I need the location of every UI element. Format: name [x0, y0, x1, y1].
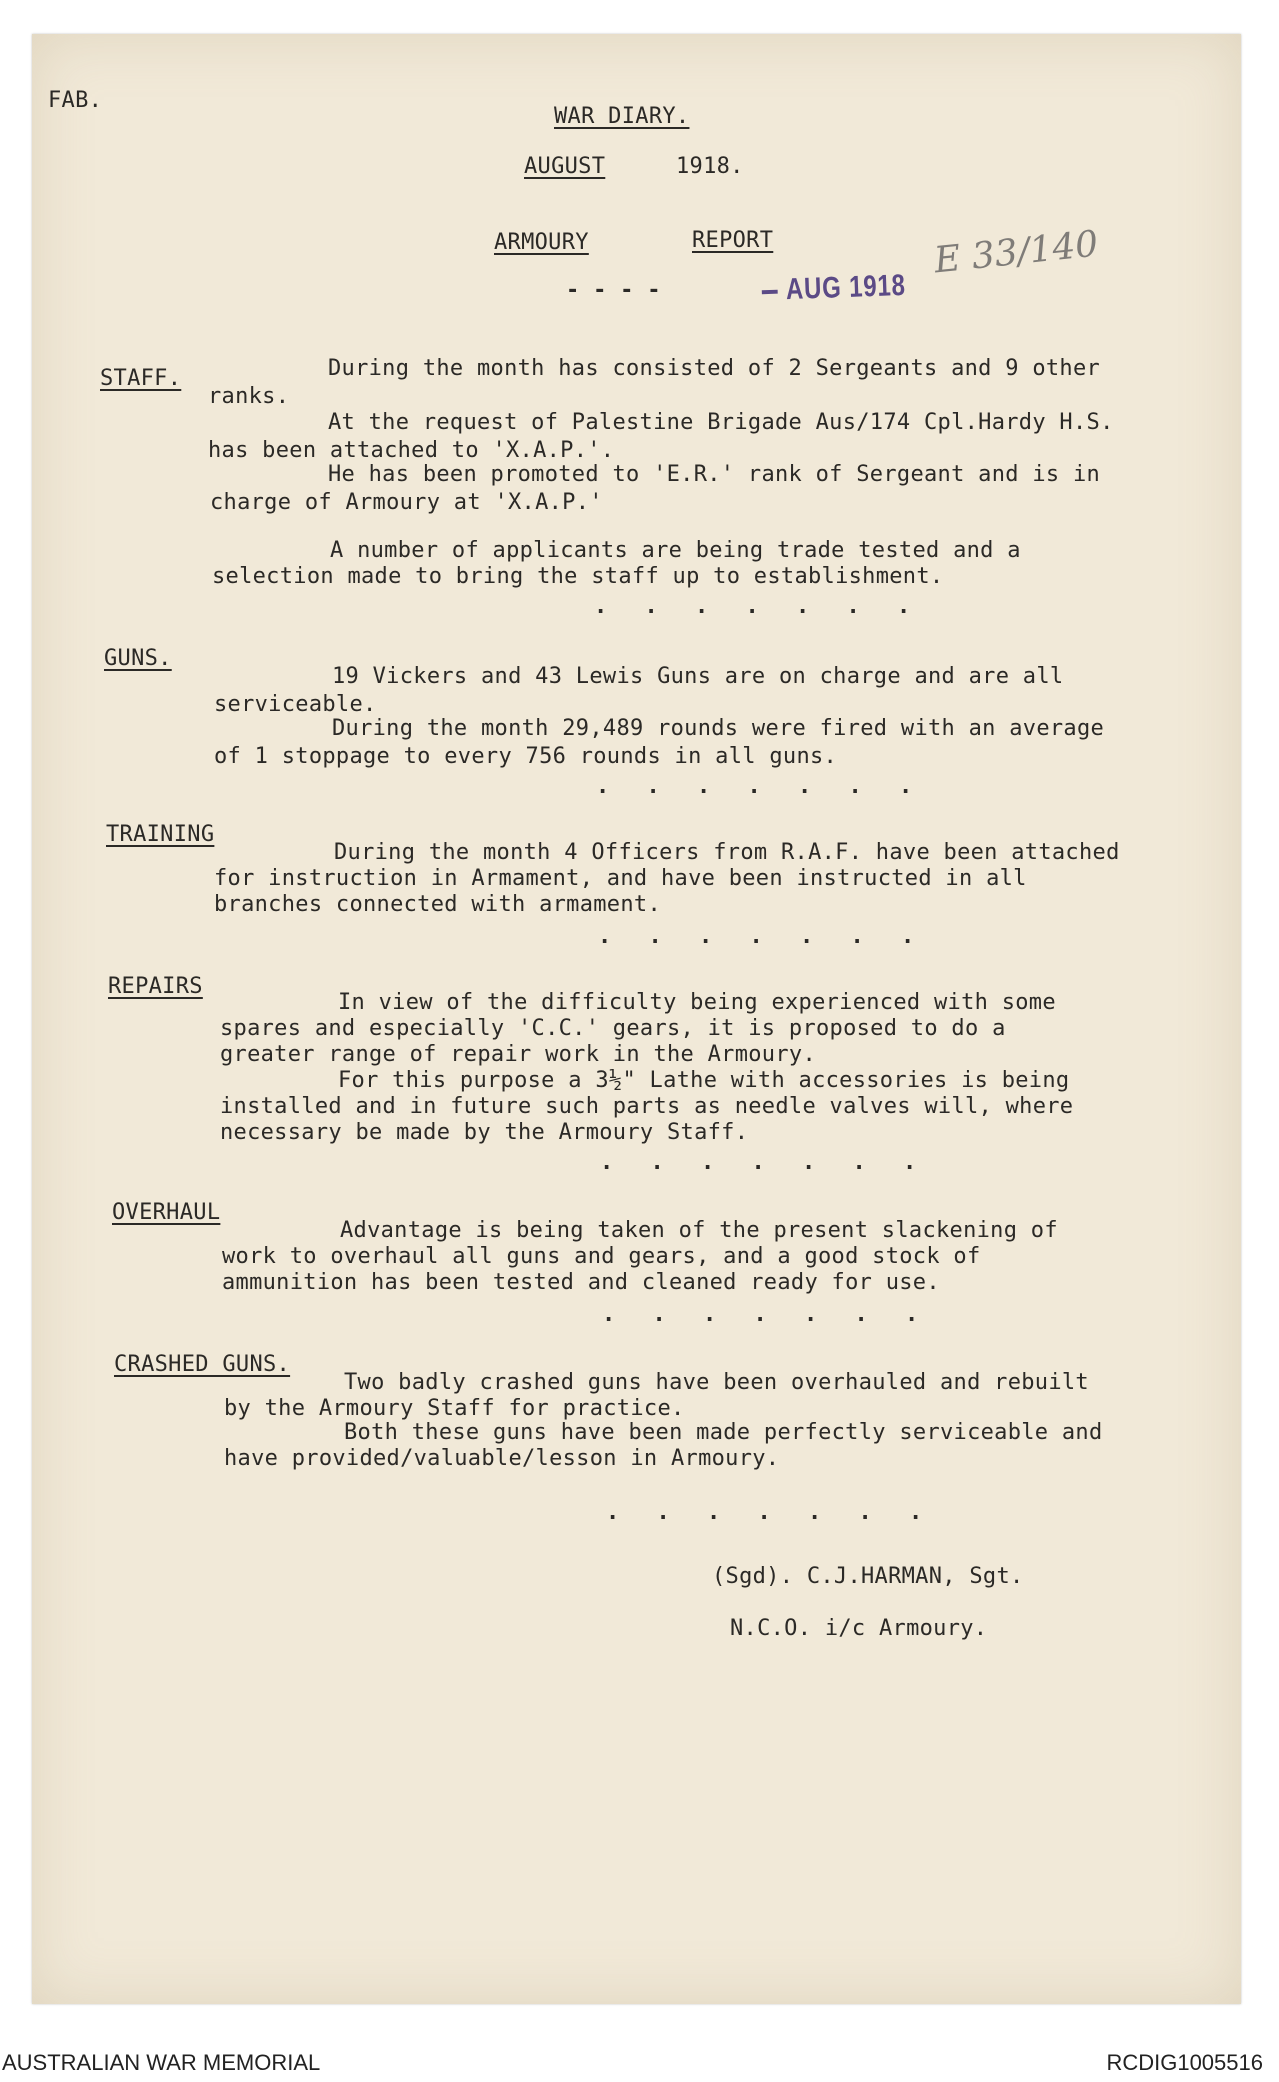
- body-line: In view of the difficulty being experienced with some: [338, 990, 1056, 1015]
- body-line: necessary be made by the Armoury Staff.: [220, 1120, 749, 1145]
- dash-separator: - - - -: [566, 278, 661, 303]
- signature-name: (Sgd). C.J.HARMAN, Sgt.: [712, 1564, 1024, 1589]
- body-line: selection made to bring the staff up to establishment.: [212, 564, 944, 589]
- pencil-reference: E 33/140: [932, 223, 1101, 282]
- report-heading-word1: ARMOURY: [494, 230, 589, 255]
- body-line: During the month has consisted of 2 Sergeants and 9 other: [328, 356, 1101, 381]
- body-line: During the month 4 Officers from R.A.F. have been attached: [334, 840, 1120, 865]
- body-line: During the month 29,489 rounds were fired with an average: [332, 716, 1105, 741]
- file-reference: FAB.: [48, 88, 103, 113]
- body-line: spares and especially 'C.C.' gears, it is proposed to do a: [220, 1016, 1006, 1041]
- body-line: by the Armoury Staff for practice.: [224, 1396, 685, 1421]
- report-year: 1918.: [676, 154, 744, 179]
- report-month: AUGUST: [524, 154, 606, 179]
- body-line: serviceable.: [214, 692, 377, 717]
- separator-dots: . . . . . . .: [596, 774, 925, 799]
- separator-dots: . . . . . . .: [594, 594, 923, 619]
- body-line: installed and in future such parts as needle valves will, where: [220, 1094, 1074, 1119]
- section-heading-repairs: REPAIRS: [108, 974, 203, 999]
- body-line: for instruction in Armament, and have been instructed in all: [214, 866, 1027, 891]
- body-line: For this purpose a 3½" Lathe with accessories is being: [338, 1068, 1070, 1093]
- footer-source: AUSTRALIAN WAR MEMORIAL: [2, 2050, 321, 2075]
- body-line: branches connected with armament.: [214, 892, 661, 917]
- body-line: Both these guns have been made perfectly serviceable and: [344, 1420, 1103, 1445]
- section-heading-staff: STAFF.: [100, 366, 182, 391]
- body-line: has been attached to 'X.A.P.'.: [208, 438, 615, 463]
- date-stamp: – AUG 1918: [760, 267, 907, 312]
- separator-dots: . . . . . . .: [598, 924, 927, 949]
- body-line: Advantage is being taken of the present slackening of: [340, 1218, 1058, 1243]
- separator-dots: . . . . . . .: [600, 1150, 929, 1175]
- report-heading-word2: REPORT: [692, 228, 774, 253]
- date-stamp-text: AUG 1918: [785, 268, 907, 307]
- signature-role: N.C.O. i/c Armoury.: [730, 1616, 988, 1641]
- body-line: have provided/valuable/lesson in Armoury.: [224, 1446, 780, 1471]
- body-line: At the request of Palestine Brigade Aus/174 Cpl.Hardy H.S.: [328, 410, 1114, 435]
- separator-dots: . . . . . . .: [602, 1302, 931, 1327]
- body-line: Two badly crashed guns have been overhauled and rebuilt: [344, 1370, 1089, 1395]
- section-heading-training: TRAINING: [106, 822, 215, 847]
- document-title: WAR DIARY.: [554, 104, 690, 129]
- body-line: of 1 stoppage to every 756 rounds in all guns.: [214, 744, 838, 769]
- body-line: ammunition has been tested and cleaned ready for use.: [222, 1270, 940, 1295]
- section-heading-guns: GUNS.: [104, 646, 172, 671]
- separator-dots: . . . . . . .: [606, 1500, 935, 1525]
- body-line: A number of applicants are being trade tested and a: [330, 538, 1021, 563]
- section-heading-crashed-guns: CRASHED GUNS.: [114, 1352, 291, 1377]
- body-line: ranks.: [208, 384, 290, 409]
- body-line: work to overhaul all guns and gears, and a good stock of: [222, 1244, 981, 1269]
- body-line: 19 Vickers and 43 Lewis Guns are on charge and are all: [332, 664, 1064, 689]
- section-heading-overhaul: OVERHAUL: [112, 1200, 221, 1225]
- footer-record-id: RCDIG1005516: [1106, 2050, 1263, 2075]
- body-line: greater range of repair work in the Armoury.: [220, 1042, 816, 1067]
- body-line: charge of Armoury at 'X.A.P.': [210, 490, 603, 515]
- body-line: He has been promoted to 'E.R.' rank of Sergeant and is in: [328, 462, 1101, 487]
